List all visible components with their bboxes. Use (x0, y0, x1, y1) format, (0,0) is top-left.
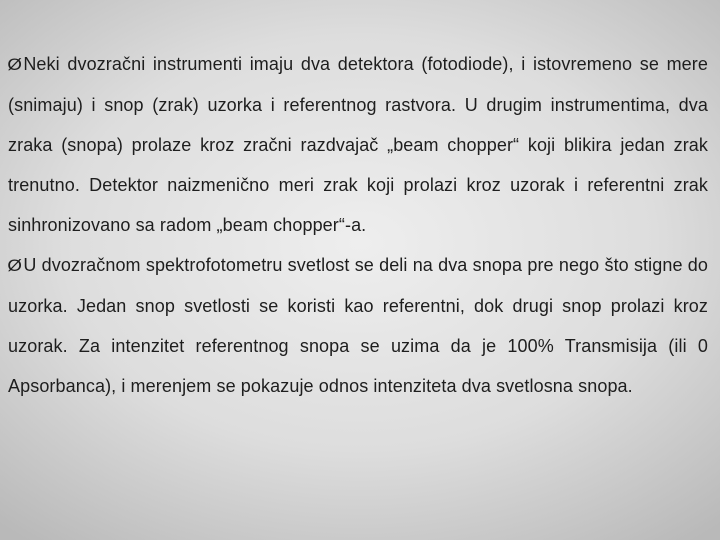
bullet-item (8, 44, 708, 245)
arrow-bullet-icon: Ø (7, 256, 22, 275)
bullet-item (8, 245, 708, 406)
arrow-bullet-icon: Ø (7, 55, 22, 74)
bullet-text: U dvozračnom spektrofotometru svetlost se deli na dva snopa pre nego što stigne do uzorka. Jedan snop svetlosti se koristi kao referentni, dok drugi snop prolazi kroz uzorak. Za intenzitet referentnog snopa se uzima da je 100% Transmisija (ili 0 Apsorbanca), i merenjem se pokazuje odnos intenziteta dva svetlosna snopa. (8, 255, 708, 396)
slide-body (8, 44, 708, 406)
bullet-text: Neki dvozračni instrumenti imaju dva detektora (fotodiode), i istovremeno se mere (snimaju) i snop (zrak) uzorka i referentnog rastvora. U drugim instrumentima, dva zraka (snopa) prolaze kroz zračni razdvajač „beam chopper“ koji blikira jedan zrak trenutno. Detektor naizmenično meri zrak koji prolazi kroz uzorak i referentni zrak sinhronizovano sa radom „beam chopper“-a. (8, 54, 708, 235)
